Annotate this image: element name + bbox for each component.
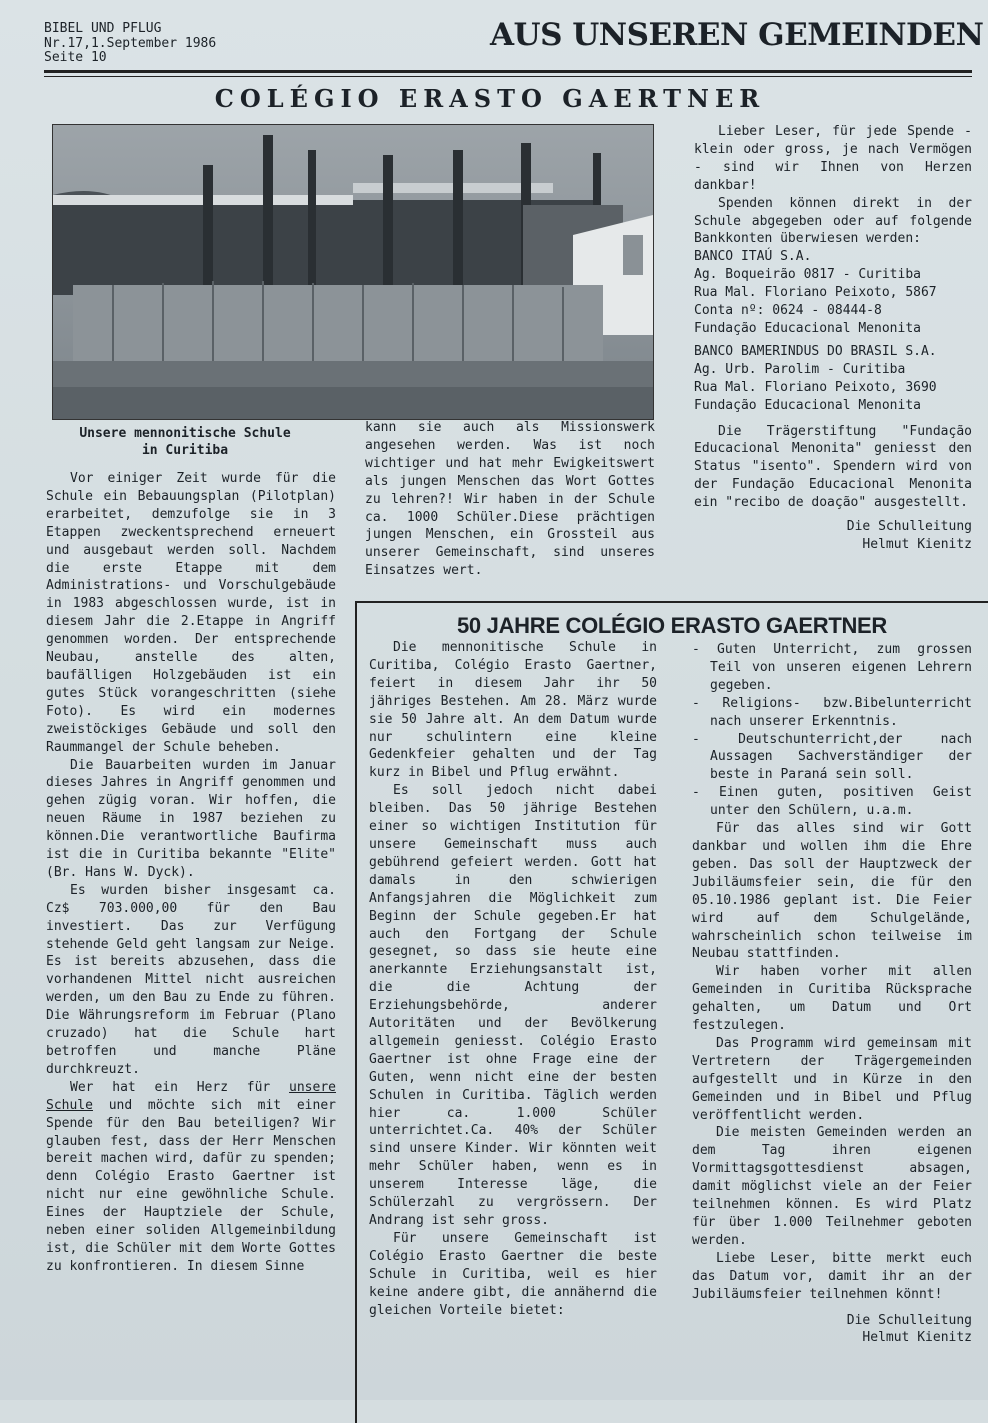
paragraph: Die Bauarbeiten wurden im Januar dieses Jahres in Angriff genommen und gehen zügig voran. Wir hoffen, die neuen Räume in 1987 beziehen zu können.Die verantwortliche Baufirma ist die in Curitiba bekannte "Elite" (Br. Hans W. Dyck). bbox=[46, 757, 336, 880]
bullet-item: - Deutschunterricht,der nach Aussagen Sachverständiger der beste in Paraná sein soll. bbox=[692, 731, 972, 783]
masthead bbox=[44, 22, 216, 66]
appeal-text-pre: Wer hat ein Herz für bbox=[70, 1079, 290, 1095]
paragraph: Für unsere Gemeinschaft ist Colégio Erasto Gaertner die beste Schule in Curitiba, weil es hier keine andere gibt, die annähernd die gleichen Vorteile bietet: bbox=[369, 1230, 657, 1318]
bank-line: BANCO ITAÚ S.A. bbox=[694, 249, 812, 265]
paragraph: Für das alles sind wir Gott dankbar und wollen ihm die Ehre geben. Das soll der Hauptzweck der Jubiläumsfeier sein, die für den 05.10.1986 geplant ist. Die Feier wird auf dem Schulgelände, wahrscheinlich schon teilweise im Neubau stattfinden. bbox=[692, 821, 972, 962]
donation-appeal: Lieber Leser, für jede Spende - klein oder gross, je nach Vermögen - sind wir Ihnen von Herzen dankbar! bbox=[694, 124, 972, 193]
signature-line-1: Die Schulleitung bbox=[846, 1312, 972, 1328]
bank-line: Ag. Urb. Parolim - Curitiba bbox=[694, 361, 906, 377]
caption-line-1: Unsere mennonitische Schule bbox=[79, 426, 291, 441]
bank-line: Ag. Boqueirão 0817 - Curitiba bbox=[694, 267, 921, 283]
signature-line-2: Helmut Kienitz bbox=[862, 1330, 972, 1346]
bank-line: Rua Mal. Floriano Peixoto, 3690 bbox=[694, 379, 937, 395]
article-title: COLÉGIO ERASTO GAERTNER bbox=[214, 84, 766, 113]
article2-right-column bbox=[692, 641, 972, 1347]
tax-status: Die Trägerstiftung "Fundação Educacional Menonita" geniesst den Status "isento". Spendern wird von der Fundação Educacional Menonita ein "recibo de doação" ausgestellt. bbox=[694, 423, 972, 511]
bank-account-bamerindus bbox=[694, 343, 972, 415]
masthead-rule-thick bbox=[44, 70, 972, 73]
bank-line: Rua Mal. Floriano Peixoto, 5867 bbox=[694, 285, 937, 301]
article1-middle-column bbox=[365, 419, 655, 580]
bullet-item: - Einen guten, positiven Geist unter den Schülern, u.a.m. bbox=[692, 785, 972, 819]
page-number: Seite 10 bbox=[44, 50, 107, 65]
paragraph: Die meisten Gemeinden werden an dem Tag ihren eigenen Vormittagsgottesdienst absagen, damit möglichst viele an der Feier teilnehmen können. Es wird Platz für über 1.000 Teilnehmer geboten werden. bbox=[692, 1125, 972, 1248]
bank-line: BANCO BAMERINDUS DO BRASIL S.A. bbox=[694, 343, 937, 359]
article1-left-column bbox=[46, 470, 336, 1276]
signature-line-2: Helmut Kienitz bbox=[862, 536, 972, 552]
article2-left-column bbox=[369, 639, 657, 1319]
paragraph: Wir haben vorher mit allen Gemeinden in Curitiba Rücksprache gehalten, um Datum und Ort festzulegen. bbox=[692, 964, 972, 1034]
anniversary-article-title: 50 JAHRE COLÉGIO ERASTO GAERTNER bbox=[456, 613, 888, 638]
paragraph bbox=[46, 1079, 336, 1276]
bullet-item: - Religions- bzw.Bibelunterricht nach unserer Erkenntnis. bbox=[692, 695, 972, 729]
school-construction-photo bbox=[52, 124, 654, 420]
bank-line: Fundação Educacional Menonita bbox=[694, 397, 921, 413]
masthead-rule-thin bbox=[44, 76, 972, 77]
article1-right-column bbox=[694, 123, 972, 554]
paragraph: Die mennonitische Schule in Curitiba, Colégio Erasto Gaertner, feiert in diesem Jahr ihr 50 jähriges Bestehen. Am 28. März wurde sie 50 Jahre alt. An dem Datum wurde nur schulintern eine kleine Gedenkfeier gehalten und der Tag kurz in Bibel und Pflug erwähnt. bbox=[369, 640, 657, 781]
paragraph: Vor einiger Zeit wurde für die Schule ein Bebauungsplan (Pilotplan) erarbeitet, demzufolge sie in 3 Etappen zweckentsprechend erneuert und ausgebaut werden soll. Nachdem die erste Etappe mit dem Administrations- und Vorschulgebäude in 1983 abgeschlossen wurde, ist in diesem Jahr die 2.Etappe in Angriff genommen worden. Der entsprechende Neubau, anstelle des alten, baufälligen Holzgebäuden ist ein gutes Stück vorangeschritten (siehe Foto). Es wird ein modernes zweistöckiges Gebäude und soll den Raummangel der Schule beheben. bbox=[46, 471, 336, 755]
appeal-text-underlined: unsere Schule bbox=[46, 1079, 336, 1113]
donation-instructions: Spenden können direkt in der Schule abgegeben oder auf folgende Bankkonten überwiesen werden: bbox=[694, 195, 972, 247]
section-title: AUS UNSEREN GEMEINDEN bbox=[490, 17, 984, 53]
bullet-item: - Guten Unterricht, zum grossen Teil von unseren eigenen Lehrern gegeben. bbox=[692, 642, 972, 693]
paragraph: kann sie auch als Missionswerk angesehen werden. Was ist noch wichtiger und hat mehr Ewigkeitswert als jungen Menschen das Wort Gottes zu lehren?! Wir haben in der Schule ca. 1000 Schüler.Diese prächtigen jungen Menschen, ein Grossteil aus unserer Gemeinschaft, sind unseres Einsatzes wert. bbox=[365, 420, 655, 579]
signature-line-1: Die Schulleitung bbox=[846, 519, 972, 535]
photo-caption bbox=[60, 425, 310, 459]
paragraph: Das Programm wird gemeinsam mit Vertretern der Trägergemeinden aufgestellt und in Kürze in den Gemeinden und in Bibel und Pflug veröffentlicht werden. bbox=[692, 1035, 972, 1123]
paragraph: Liebe Leser, bitte merkt euch das Datum vor, damit ihr an der Jubiläumsfeier teilnehmen könnt! bbox=[692, 1250, 972, 1302]
caption-line-2: in Curitiba bbox=[141, 443, 229, 458]
bank-account-itau bbox=[694, 248, 972, 338]
publication-name: BIBEL UND PFLUG bbox=[44, 21, 162, 36]
appeal-text-post: und möchte sich mit einer Spende für den Bau beteiligen? Wir glauben fest, dass der Herr Menschen bereit machen wird, dafür zu spenden; denn Colégio Erasto Gaertner ist nicht nur eine gewöhnliche Schule. Eines der Hauptziele der Schule, neben einer soliden Allgemeinbildung ist, die Schüler mit dem Worte Gottes zu konfrontieren. In diesem Sinne bbox=[46, 1097, 336, 1274]
bank-line: Conta nº: 0624 - 08444-8 bbox=[694, 303, 882, 319]
paragraph: Es wurden bisher insgesamt ca. Cz$ 703.000,00 für den Bau investiert. Das zur Verfügung stehende Geld geht langsam zur Neige. Es ist bereits abzusehen, dass die vorhandenen Mittel nicht ausreichen werden, um den Bau zu Ende zu führen. Die Währungsreform im Februar (Plano cruzado) hat die Schule hart betroffen und manche Pläne durchkreuzt. bbox=[46, 882, 336, 1077]
paragraph: Es soll jedoch nicht dabei bleiben. Das 50 jährige Bestehen einer so wichtigen Institution für unsere Gemeinschaft muss auch gebührend gefeiert werden. Gott hat damals in den schwierigen Anfangsjahren die Möglichkeit zum Beginn der Schule gegeben.Er hat auch den Fortgang der Schule gesegnet, so dass sie heute eine anerkannte Erziehungsanstalt ist, die die Achtung der Erziehungsbehörde, anderer Autoritäten und der Bevölkerung allgemein geniesst. Colégio Erasto Gaertner ist ohne Frage eine der Guten, wenn nicht eine der besten Schulen in Curitiba. Täglich werden hier ca. 1.000 Schüler unterrichtet.Ca. 40% der Schüler sind unsere Kinder. Wir könnten weit mehr Schüler haben, wenn es in unserem Interesse läge, die Schülerzahl zu vergrössern. Der Andrang ist sehr gross. bbox=[369, 783, 657, 1228]
issue-date: Nr.17,1.September 1986 bbox=[44, 35, 217, 51]
bank-line: Fundação Educacional Menonita bbox=[694, 320, 921, 336]
